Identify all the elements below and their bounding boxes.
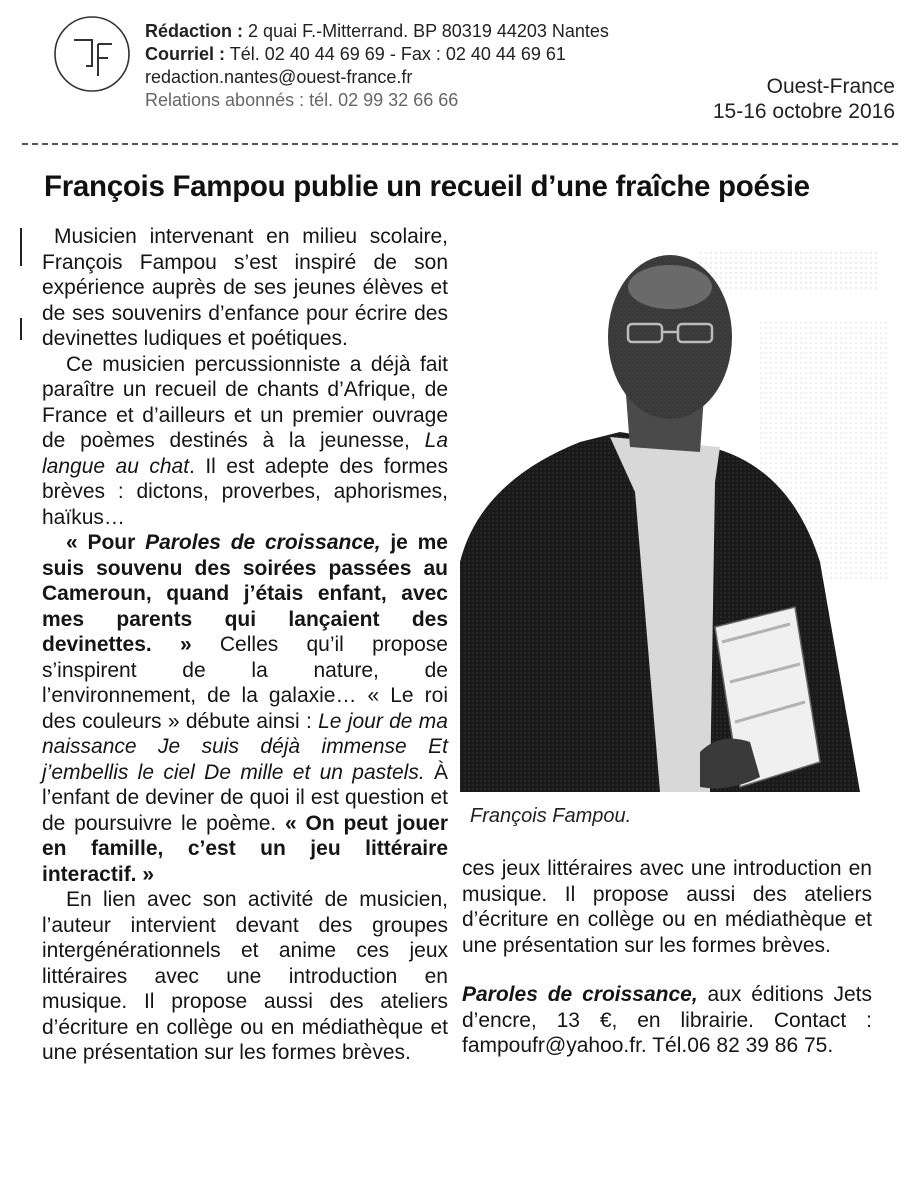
publication-date: 15-16 octobre 2016 (712, 100, 895, 123)
redaction-line: Rédaction : 2 quai F.-Mitterrand. BP 80319 44203 Nantes (145, 21, 609, 41)
margin-mark (20, 228, 22, 266)
article-right-column (462, 856, 872, 1059)
relations-line: Relations abonnés : tél. 02 99 32 66 66 (145, 90, 459, 110)
paragraph-3: « Pour Paroles de croissance, je me suis souvenu des soirées passées au Cameroun, quand j’étais enfant, avec mes parents qui lançaient des devinettes. » Celles qu’il propose s’inspirent de la nature, de l’environnement, de la galaxie… « Le roi des couleurs » débute ainsi : Le jour de ma naissance Je suis déjà immense Et j’embellis le ciel De mille et un pastels. À l’enfant de deviner de quoi il est question et de poursuivre le poème. « On peut jouer en famille, c’est un jeu littéraire interactif. » (42, 531, 449, 886)
courriel-line: Courriel : Tél. 02 40 44 69 69 - Fax : 02 40 44 69 61 (145, 44, 566, 64)
ouest-france-logo (52, 14, 132, 94)
email-line: redaction.nantes@ouest-france.fr (145, 67, 413, 87)
divider (22, 143, 898, 145)
margin-mark (20, 318, 22, 340)
paragraph-2: Ce musicien percussionniste a déjà fait paraître un recueil de chants d’Afrique, de France et d’ailleurs et un premier ouvrage de poèmes destinés à la jeunesse, La langue au chat. Il est adepte des formes brèves : dictons, proverbes, aphorismes, haïkus… (42, 352, 448, 529)
photo-caption: François Fampou. (470, 805, 632, 827)
paragraph-1: Musicien intervenant en milieu scolaire, François Fampou s’est inspiré de son expérience auprès de ses jeunes élèves et de ses souvenirs d’enfance pour écrire des devinettes ludiques et poétiques. (42, 225, 448, 350)
contact-block (145, 20, 705, 112)
publication-source (713, 74, 895, 124)
paragraph-4: En lien avec son activité de musicien, l’auteur intervient devant des groupes intergénérationnels et anime ces jeux littéraires avec une introduction en musique. Il propose aussi des ateliers d’écriture en collège ou en médiathèque et une présentation sur les formes brèves. (42, 888, 448, 1064)
author-photo (460, 232, 892, 792)
paragraph-4-continued: ces jeux littéraires avec une introduction en musique. Il propose aussi des ateliers d’écriture en collège ou en médiathèque et une présentation sur les formes brèves. (462, 857, 872, 957)
article-headline: François Fampou publie un recueil d’une fraîche poésie (44, 170, 810, 203)
book-info: Paroles de croissance, aux éditions Jets d’encre, 13 €, en librairie. Contact : fampoufr@yahoo.fr. Tél.06 82 39 86 75. (462, 983, 872, 1057)
article-left-column (42, 224, 449, 1064)
newspaper-name: Ouest-France (766, 75, 895, 98)
